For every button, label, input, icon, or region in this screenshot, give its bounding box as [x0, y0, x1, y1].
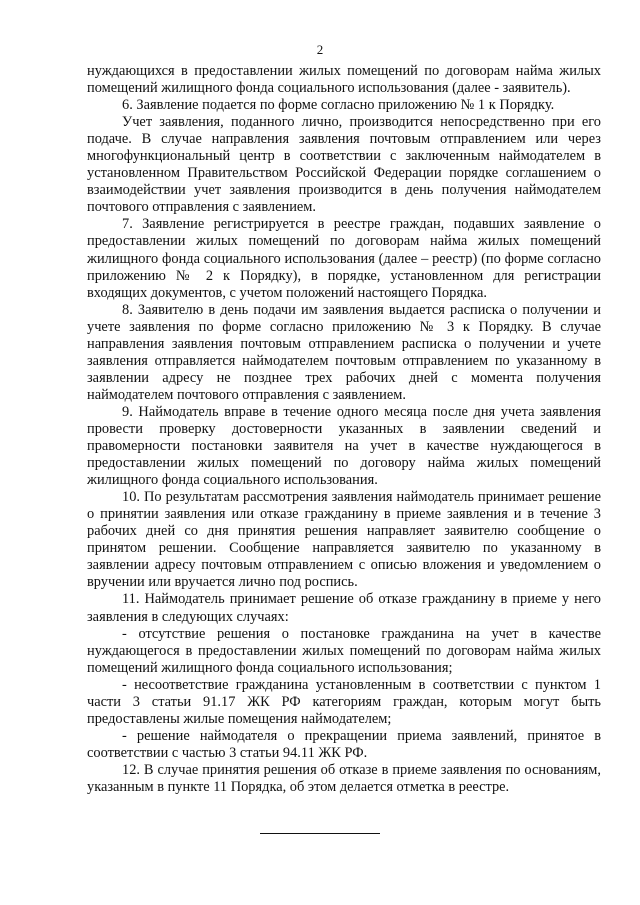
paragraph-7: 7. Заявление регистрируется в реестре граждан, подавших заявление о предоставлении жилых помещений по договорам найма жилых помещений жилищного фонда социального использования (далее – реестр) (по форме согласно приложению № 2 к Порядку), в порядке, установленном для регистрации входящих документов, с учетом положений настоящего Порядка. [87, 216, 601, 301]
list-item-reason-1: - отсутствие решения о постановке гражданина на учет в качестве нуждающегося в предоставлении жилых помещений по договорам найма жилых помещений жилищного фонда социального использования; [87, 625, 601, 676]
list-item-reason-2: - несоответствие гражданина установленным в соответствии с пунктом 1 части 3 статьи 91.17 ЖК РФ категориям граждан, которым могут быть предоставлены жилые помещения наймодателем; [87, 676, 601, 727]
paragraph-8: 8. Заявителю в день подачи им заявления выдается расписка о получении и учете заявления по форме согласно приложению № 3 к Порядку. В случае направления заявления почтовым отправлением расписка о получении и учете заявления отправляется наймодателем почтовым отправлением по указанному в заявлении адресу не позднее трех рабочих дней с момента получения наймодателем почтового отправления с заявлением. [87, 301, 601, 403]
paragraph-9: 9. Наймодатель вправе в течение одного месяца после дня учета заявления провести проверку достоверности указанных в заявлении сведений и правомерности постановки заявителя на учет в качестве нуждающегося в предоставлении жилых помещений по договору найма жилых помещений жилищного фонда социального использования. [87, 403, 601, 489]
paragraph-12: 12. В случае принятия решения об отказе в приеме заявления по основаниям, указанным в пункте 11 Порядка, об этом делается отметка в реестре. [87, 761, 601, 795]
paragraph-6: 6. Заявление подается по форме согласно приложению № 1 к Порядку. [122, 97, 555, 114]
paragraph-10: 10. По результатам рассмотрения заявления наймодатель принимает решение о принятии заявления или отказе гражданину в приеме заявления и в течение 3 рабочих дней со дня принятия решения направляет заявителю сообщение о принятом решении. Сообщение направляется заявителю по указанному в заявлении адресу почтовым отправлением с описью вложения и уведомлением о вручении или вручается лично под роспись. [87, 489, 601, 591]
document-body [87, 63, 601, 796]
page-number: 2 [316, 42, 324, 57]
paragraph-continuation: нуждающихся в предоставлении жилых помещений по договорам найма жилых помещений жилищного фонда социального использования (далее - заявитель). [87, 63, 601, 97]
closing-rule [260, 833, 380, 834]
paragraph-6-registration: Учет заявления, поданного лично, производится непосредственно при его подаче. В случае направления заявления почтовым отправлением или через многофункциональный центр в соответствии с заключенным наймодателем в установленном Правительством Российской Федерации порядке соглашением о взаимодействии учет заявления производится в день получения наймодателем почтового отправления с заявлением. [87, 114, 601, 216]
list-item-reason-3: - решение наймодателя о прекращении приема заявлений, принятое в соответствии с частью 3 статьи 94.11 ЖК РФ. [87, 727, 601, 761]
paragraph-11: 11. Наймодатель принимает решение об отказе гражданину в приеме у него заявления в следующих случаях: [87, 591, 601, 625]
